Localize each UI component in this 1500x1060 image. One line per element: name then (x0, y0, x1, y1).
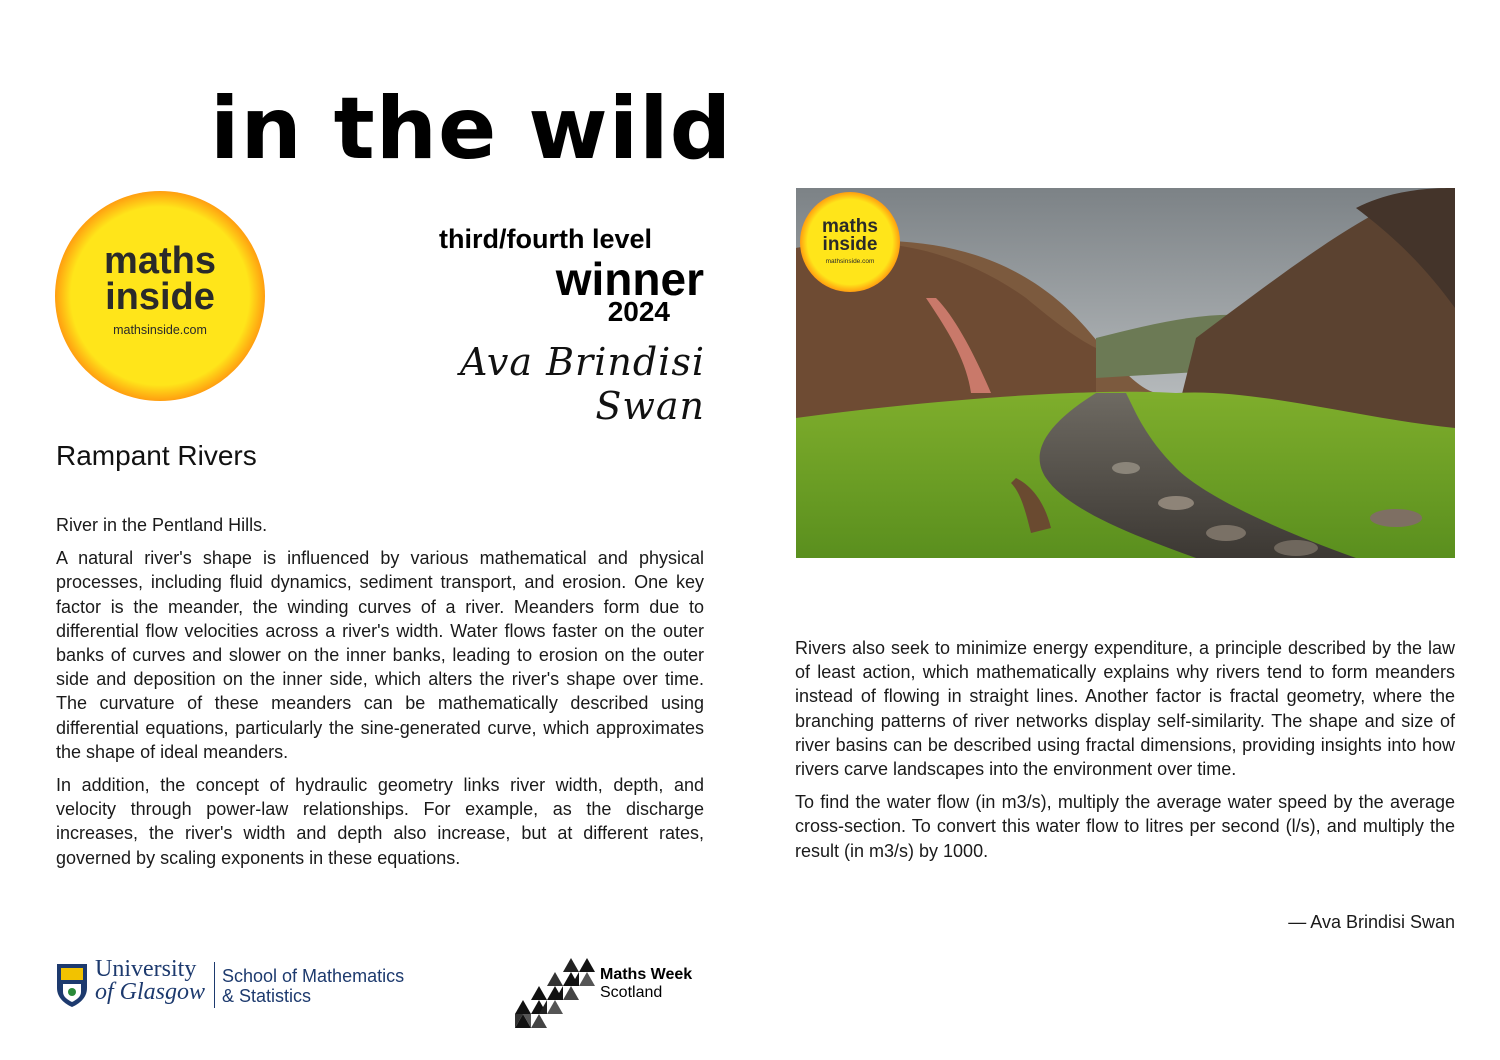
logo-word-inside: inside (105, 276, 215, 318)
logo-url: mathsinside.com (825, 258, 875, 265)
school-name: School of Mathematics (222, 966, 405, 986)
university-name: University (95, 956, 197, 982)
logo-divider (214, 962, 215, 1008)
right-paragraph: Rivers also seek to minimize energy expenditure, a principle described by the law of least action, which mathematically explains why rivers tend to form meanders instead of flowing in straight lines. Another factor is fractal geometry, where the branching patterns of river networks display self-similarity. The shape and size of river basins can be described using fractal dimensions, providing insights into how rivers carve landscapes into the environment over time. (795, 638, 1455, 780)
maths-inside-logo (55, 191, 265, 401)
university-name-line2: of Glasgow (95, 979, 206, 1005)
maths-inside-photo-logo (800, 192, 900, 292)
attribution: — Ava Brindisi Swan (1288, 912, 1455, 932)
logo-url: mathsinside.com (113, 323, 207, 337)
right-column-text (795, 636, 1455, 872)
left-paragraph: River in the Pentland Hills. (56, 515, 268, 535)
maths-week-scotland-triangles-icon (515, 958, 595, 1036)
maths-week-name: Maths Week (600, 966, 693, 983)
logo-word-maths: maths (822, 216, 878, 237)
award-year: 2024 (607, 296, 670, 327)
article-heading: Rampant Rivers (56, 440, 257, 471)
award-label: winner (555, 253, 704, 305)
left-paragraph: A natural river's shape is influenced by various mathematical and physical processes, including fluid dynamics, sediment transport, and erosion. One key factor is the meander, the winding curves of a river. Meanders form due to differential flow velocities across a river's width. Water flows faster on the outer banks of curves and slower on the inner banks, leading to erosion on the outer side and deposition on the inner side, which alters the river's shape over time. The curvature of these meanders can be mathematically described using differential equations, particularly the sine-generated curve, which approximates the shape of ideal meanders. (56, 548, 704, 762)
logo-word-maths: maths (104, 240, 216, 282)
page-title: in the wild (210, 79, 733, 179)
level-label: third/fourth level (438, 224, 652, 254)
glasgow-crest-icon (55, 962, 89, 1008)
school-name-line2: & Statistics (222, 986, 312, 1006)
right-paragraph: To find the water flow (in m3/s), multiply the average water speed by the average cross-section. To convert this water flow to litres per second (l/s), and multiply the result (in m3/s) by 1000. (795, 792, 1455, 861)
maths-week-region: Scotland (600, 984, 663, 1001)
logo-word-inside: inside (822, 234, 878, 255)
left-paragraph: In addition, the concept of hydraulic geometry links river width, depth, and velocity through power-law relationships. For example, as the discharge increases, the river's width and depth also increase, but at different rates, governed by scaling exponents in these equations. (56, 775, 704, 868)
left-column-text (56, 513, 704, 879)
author-signature: Ava Brindisi Swan (460, 340, 705, 428)
